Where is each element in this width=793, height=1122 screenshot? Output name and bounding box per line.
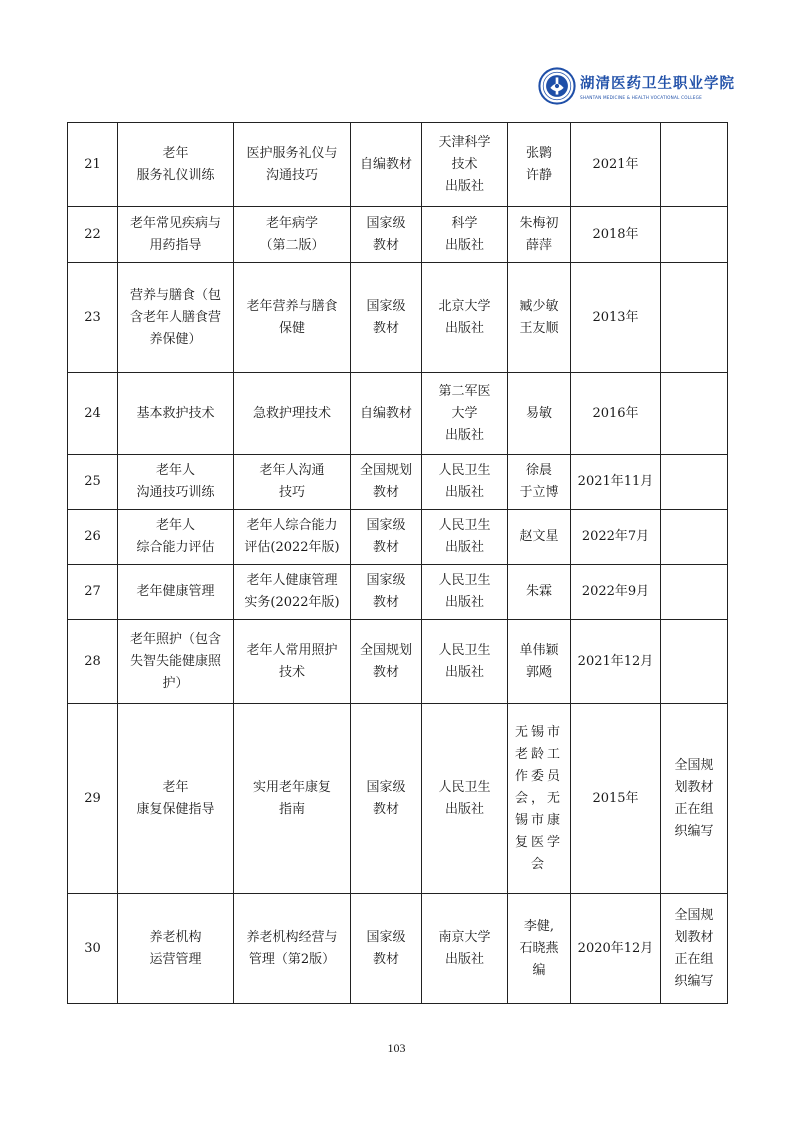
cell-textbook-type [351,455,422,510]
cell-textbook-line: 老年人综合能力 [246,518,338,533]
cell-textbook-type-line: 国家级 [366,573,406,588]
table-row [68,894,728,1004]
cell-course [118,373,234,455]
cell-textbook-type [351,704,422,894]
cell-author-line: 郭飏 [525,664,552,680]
cell-publisher [422,373,508,455]
cell-course-line: 养老机构 [149,929,202,945]
cell-textbook-type-line: 国家级 [366,929,406,945]
cell-textbook [234,704,351,894]
cell-publish-date: 2018年 [571,207,661,263]
cell-textbook-type [351,510,422,565]
cell-publisher-line: 出版社 [444,595,484,610]
cell-textbook [234,373,351,455]
cell-number: 26 [68,510,118,565]
cell-course-line: 老年人 [155,463,195,478]
college-name: 湖清医药卫生职业学院 [580,75,735,92]
cell-textbook-type-line: 教材 [372,664,399,680]
cell-course-line: 护） [162,675,189,691]
cell-textbook-line: 急救护理技术 [252,405,331,421]
cell-textbook-type-line: 国家级 [366,779,406,795]
cell-textbook-line: 老年病学 [265,215,318,231]
cell-note [661,565,728,620]
cell-author-line: 赵文星 [519,529,559,544]
cell-number: 24 [68,373,118,455]
cell-textbook-line: 老年人常用照护 [246,642,338,658]
cell-course [118,894,234,1004]
cell-note-line: 织编写 [674,823,714,839]
cell-author-line: 老龄工 [514,746,563,762]
cell-textbook [234,565,351,620]
cell-note [661,123,728,207]
cell-author-line: 易敏 [525,405,552,421]
cell-course-line: 运营管理 [149,951,202,967]
cell-publisher [422,704,508,894]
cell-publisher-line: 大学 [451,405,478,421]
cell-textbook-type-line: 自编教材 [359,156,412,172]
cell-author-line: 许静 [525,167,552,183]
cell-textbook-type [351,894,422,1004]
cell-publish-date: 2021年 [571,123,661,207]
cell-author-line: 臧少敏 [519,298,559,314]
cell-author-line: 复医学 [514,834,563,850]
college-logo [538,64,738,108]
cell-author [508,123,571,207]
cell-note [661,510,728,565]
cell-author-line: 张鹮 [525,145,552,161]
cell-textbook-type-line: 自编教材 [359,405,412,421]
cell-course-line: 综合能力评估 [136,540,215,555]
cell-author-line: 编 [532,962,546,978]
cell-textbook [234,455,351,510]
cell-author [508,565,571,620]
cell-textbook-line: 老年人沟通 [259,463,325,478]
cell-publisher-line: 北京大学 [438,298,491,314]
cell-course [118,620,234,704]
cell-publish-date: 2022年9月 [571,565,661,620]
cell-number: 25 [68,455,118,510]
cell-publisher-line: 出版社 [444,664,484,680]
cell-textbook [234,123,351,207]
cell-textbook-type-line: 国家级 [366,518,406,533]
cell-number: 30 [68,894,118,1004]
cell-textbook-type-line: 教材 [372,595,399,610]
cell-course-line: 康复保健指导 [136,801,215,817]
cell-course-line: 基本救护技术 [136,405,215,421]
cell-textbook-type [351,263,422,373]
cell-note [661,207,728,263]
college-name-english: SHANTAN MEDICINE & HEALTH VOCATIONAL COLLEGE [580,95,702,100]
cell-publish-date: 2020年12月 [571,894,661,1004]
cell-author-line: 作委员 [514,768,563,784]
cell-textbook-line: 指南 [278,801,305,817]
cell-textbook-type [351,207,422,263]
cell-textbook-type-line: 教材 [372,801,399,817]
table-row [68,455,728,510]
cell-course-line: 营养与膳食（包 [129,287,221,303]
table-row [68,373,728,455]
cell-number: 21 [68,123,118,207]
cell-textbook-line: 技巧 [278,485,305,500]
cell-textbook [234,263,351,373]
cell-author-line: 徐晨 [525,463,552,478]
cell-textbook-line: 老年人健康管理 [246,573,338,588]
cell-publisher-line: 科学 [451,215,478,231]
cell-note-line: 织编写 [674,973,714,989]
cell-textbook-line: 医护服务礼仪与 [246,145,338,161]
cell-number: 29 [68,704,118,894]
cell-author-line: 李健, [523,918,555,934]
cell-course-line: 含老年人膳食营 [129,309,221,325]
cell-course-line: 老年 [162,779,189,795]
cell-course-line: 用药指导 [149,237,202,253]
cell-textbook [234,894,351,1004]
cell-textbook [234,510,351,565]
cell-author-line: 石晓燕 [519,940,559,956]
cell-author-line: 锡市康 [514,812,563,828]
cell-number: 23 [68,263,118,373]
cell-course-line: 养保健） [149,331,202,347]
cell-note-line: 正在组 [674,801,714,817]
cell-textbook-line: 实务(2022年版) [244,595,340,610]
cell-number: 27 [68,565,118,620]
cell-textbook-type-line: 全国规划 [359,463,412,478]
table-row [68,207,728,263]
cell-author-line: 于立博 [519,485,559,500]
page-number: 103 [387,1041,406,1055]
cell-textbook-line: （第二版） [259,237,325,253]
cell-author-line: 朱梅初 [519,215,559,231]
cell-course-line: 服务礼仪训练 [136,167,215,183]
college-emblem-icon [538,67,576,105]
cell-course [118,123,234,207]
cell-course [118,565,234,620]
cell-textbook-line: 沟通技巧 [265,167,318,183]
cell-publisher-line: 出版社 [444,801,484,817]
cell-publisher [422,565,508,620]
cell-textbook-type [351,123,422,207]
table-row [68,565,728,620]
cell-textbook-type-line: 国家级 [366,298,406,314]
cell-author [508,894,571,1004]
cell-textbook-type-line: 教材 [372,951,399,967]
cell-textbook-type [351,373,422,455]
cell-publisher-line: 南京大学 [438,929,491,945]
cell-note [661,620,728,704]
cell-publisher [422,455,508,510]
cell-course [118,207,234,263]
cell-textbook-type-line: 全国规划 [359,642,412,658]
cell-author-line: 无锡市 [514,724,563,740]
cell-author [508,455,571,510]
cell-author [508,263,571,373]
table-row [68,704,728,894]
cell-textbook-type-line: 教材 [372,237,399,253]
cell-textbook-line: 实用老年康复 [252,779,331,795]
cell-author-line: 单伟颖 [519,642,559,658]
cell-author [508,373,571,455]
table-row [68,123,728,207]
cell-textbook-line: 养老机构经营与 [246,929,338,945]
cell-publisher-line: 第二军医 [438,383,491,399]
cell-author-line: 会，无 [514,790,563,806]
cell-publisher-line: 出版社 [444,951,484,967]
cell-publisher-line: 出版社 [444,485,484,500]
cell-textbook-type-line: 国家级 [366,215,406,231]
cell-textbook-type-line: 教材 [372,320,399,336]
cell-course-line: 老年照护（包含 [129,631,221,647]
cell-publish-date: 2015年 [571,704,661,894]
table-row [68,510,728,565]
cell-publisher-line: 人民卫生 [438,573,491,588]
cell-author-line: 会 [530,856,547,872]
cell-textbook [234,207,351,263]
table-row [68,263,728,373]
cell-course-line: 老年人 [155,518,195,533]
cell-course [118,704,234,894]
cell-note [661,455,728,510]
cell-publisher-line: 人民卫生 [438,463,491,478]
cell-course-line: 失智失能健康照 [129,653,221,669]
cell-author-line: 薛萍 [525,237,552,253]
cell-note-line: 全国规 [674,757,714,773]
textbook-table [67,122,728,1004]
cell-number: 28 [68,620,118,704]
cell-textbook-line: 保健 [278,320,305,336]
cell-author [508,510,571,565]
cell-note-line: 划教材 [674,779,714,795]
cell-publisher [422,123,508,207]
cell-note-line: 正在组 [674,951,714,967]
cell-author [508,704,571,894]
cell-course-line: 老年常见疾病与 [129,215,221,231]
cell-textbook-type-line: 教材 [372,485,399,500]
table-row [68,620,728,704]
cell-textbook-line: 管理（第2版） [248,951,336,967]
cell-author-line: 王友顺 [519,320,559,336]
cell-course-line: 老年健康管理 [136,584,215,599]
cell-publisher-line: 人民卫生 [438,518,491,533]
cell-textbook-line: 老年营养与膳食 [246,298,338,314]
cell-publisher [422,207,508,263]
cell-publisher [422,620,508,704]
cell-note [661,704,728,894]
cell-publish-date: 2013年 [571,263,661,373]
cell-publisher-line: 天津科学 [438,134,491,150]
cell-author-line: 朱霖 [525,584,552,599]
cell-textbook-line: 评估(2022年版) [244,540,340,555]
cell-note-line: 划教材 [674,929,714,945]
cell-publisher-line: 出版社 [444,178,484,194]
cell-publisher [422,510,508,565]
cell-publisher-line: 出版社 [444,320,484,336]
cell-note [661,373,728,455]
cell-author [508,207,571,263]
cell-publisher-line: 人民卫生 [438,642,491,658]
cell-publisher-line: 技术 [451,156,478,172]
cell-author [508,620,571,704]
cell-course [118,455,234,510]
cell-publish-date: 2022年7月 [571,510,661,565]
cell-textbook-type [351,620,422,704]
cell-note-line: 全国规 [674,907,714,923]
cell-publish-date: 2021年11月 [571,455,661,510]
cell-textbook [234,620,351,704]
cell-number: 22 [68,207,118,263]
cell-course-line: 沟通技巧训练 [136,485,215,500]
cell-publish-date: 2021年12月 [571,620,661,704]
cell-note [661,263,728,373]
cell-publisher [422,894,508,1004]
cell-publisher-line: 出版社 [444,237,484,253]
cell-course [118,510,234,565]
cell-publisher-line: 出版社 [444,427,484,443]
cell-publisher [422,263,508,373]
cell-publisher-line: 出版社 [444,540,484,555]
cell-textbook-type-line: 教材 [372,540,399,555]
cell-publisher-line: 人民卫生 [438,779,491,795]
cell-course-line: 老年 [162,145,189,161]
cell-textbook-line: 技术 [278,664,305,680]
cell-course [118,263,234,373]
cell-textbook-type [351,565,422,620]
cell-publish-date: 2016年 [571,373,661,455]
cell-note [661,894,728,1004]
